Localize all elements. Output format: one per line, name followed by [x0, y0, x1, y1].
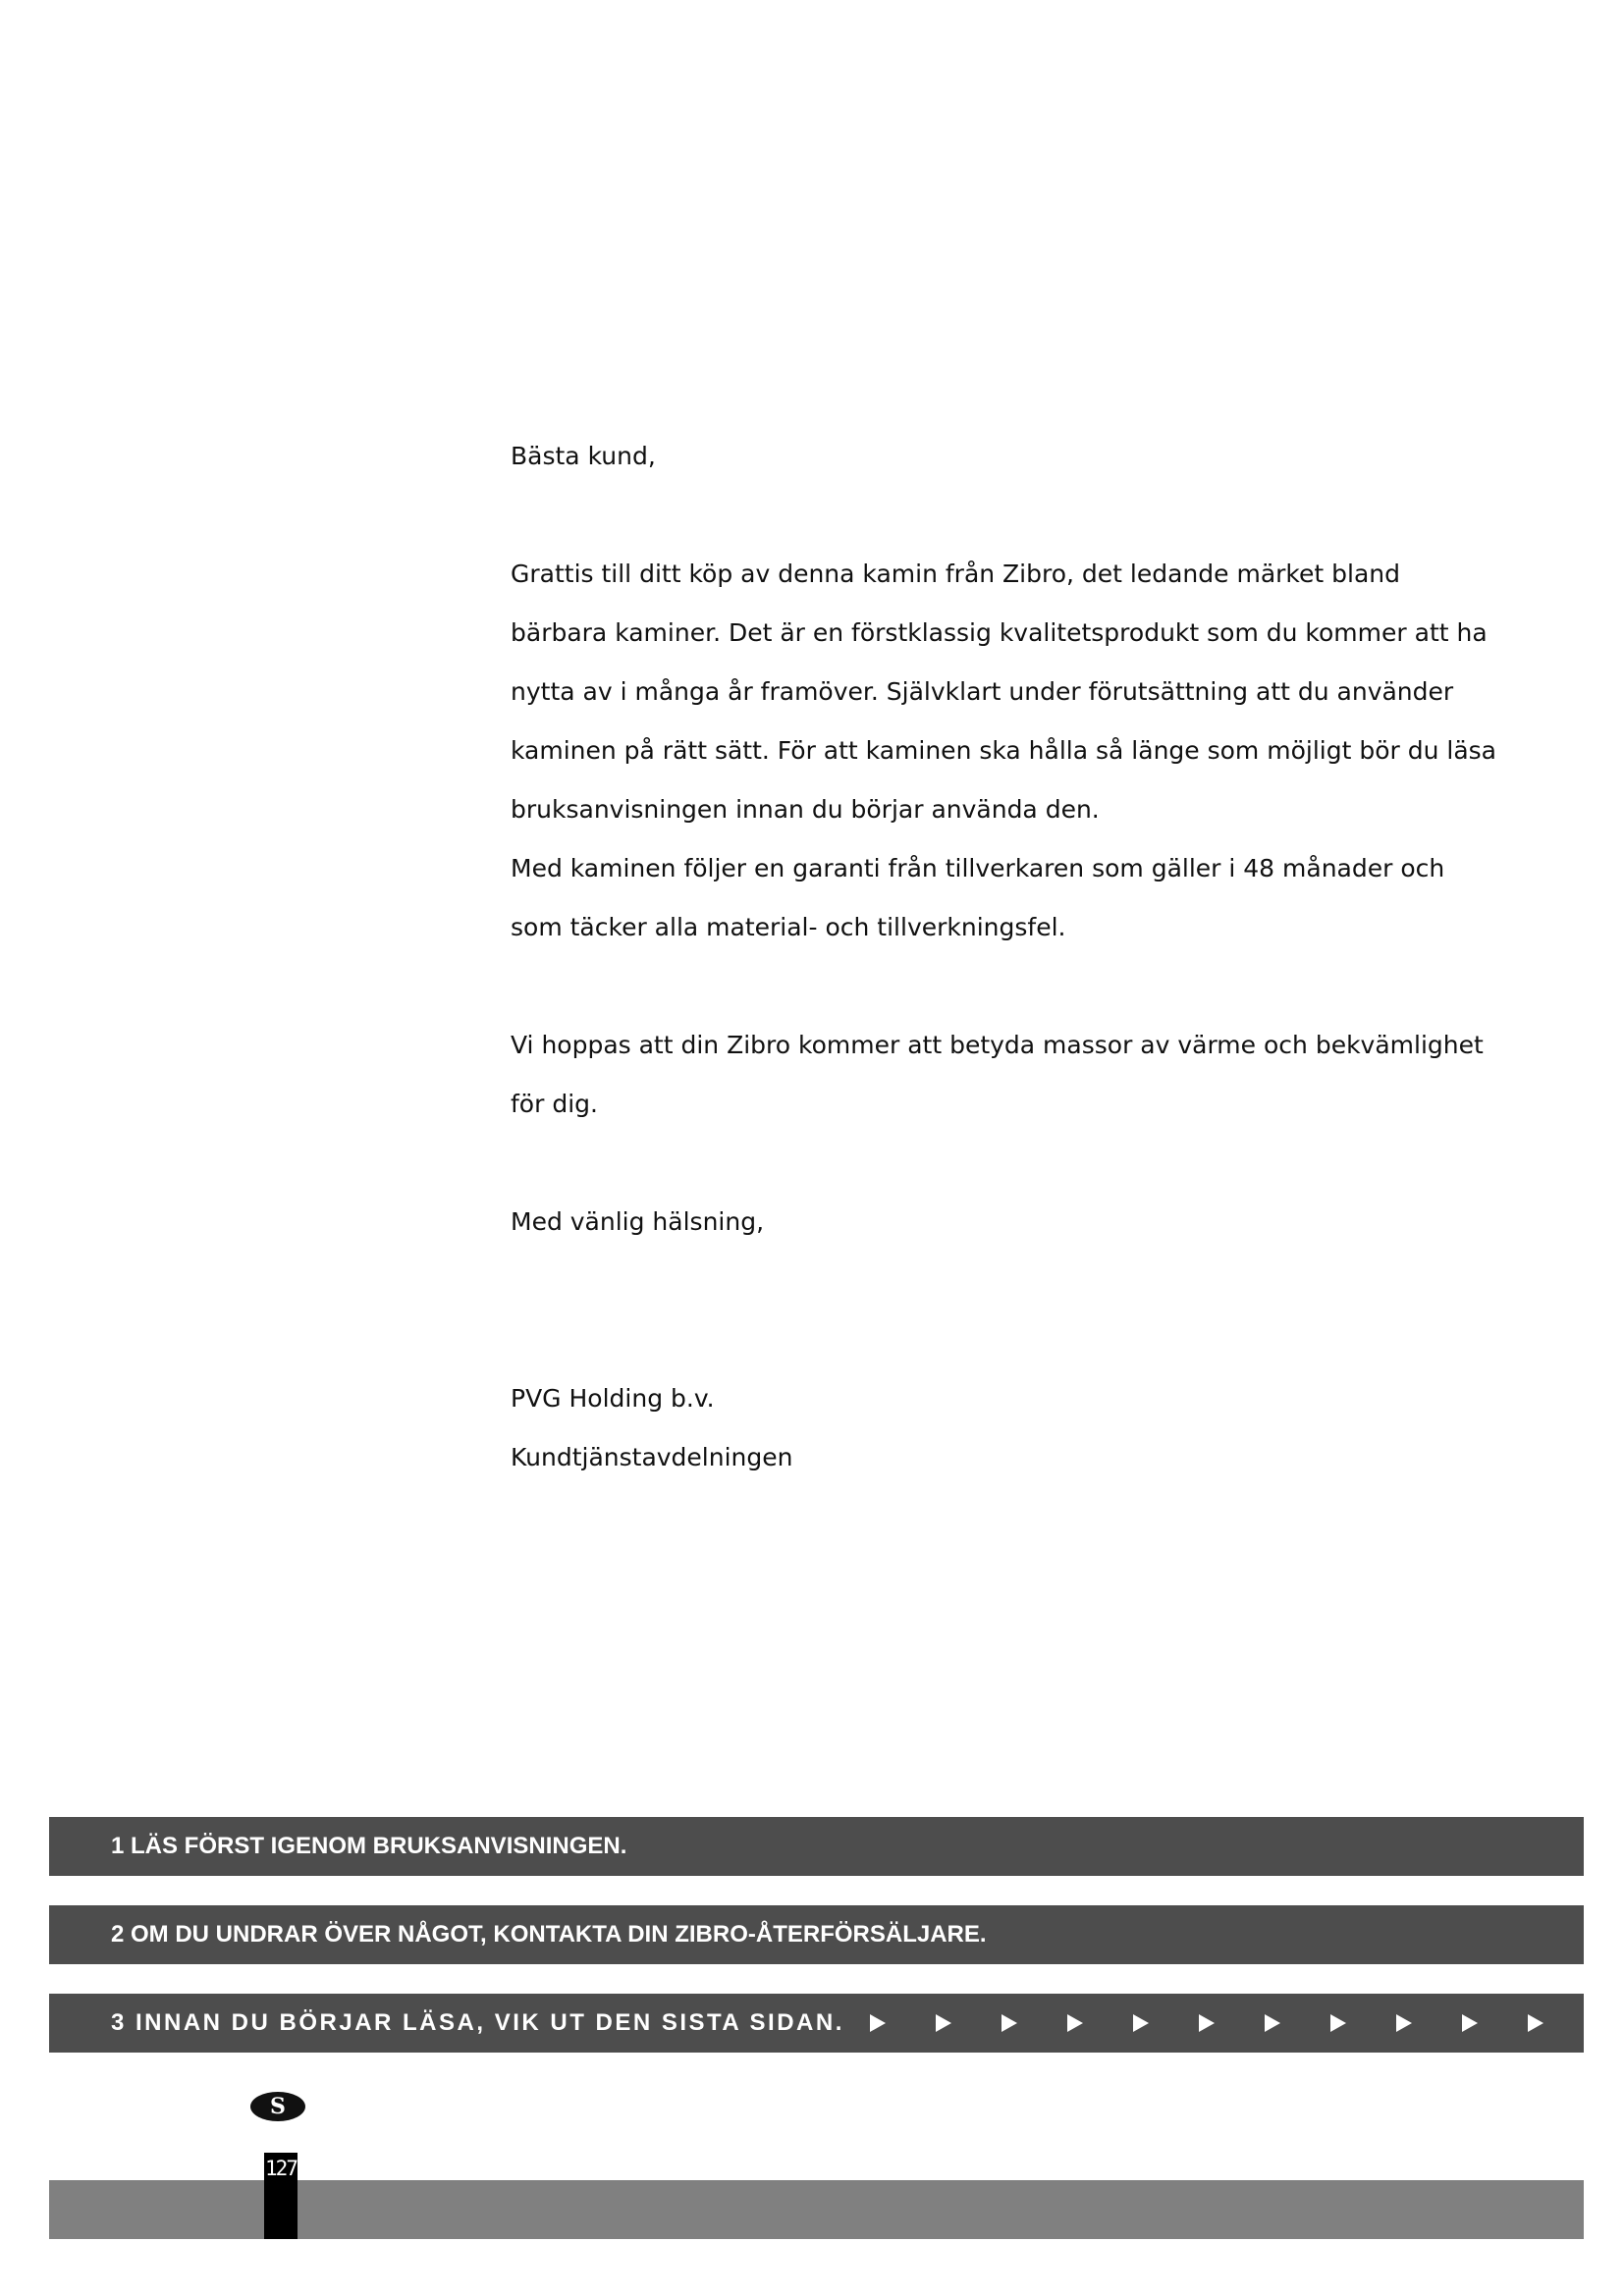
triangle-right-icon — [1528, 2014, 1543, 2032]
page-number-tab — [264, 2153, 298, 2239]
instruction-bar-3 — [49, 1994, 1584, 2053]
instruction-text: 1 LÄS FÖRST IGENOM BRUKSANVISNINGEN. — [111, 1833, 627, 1859]
instruction-bar-2 — [49, 1905, 1584, 1964]
letter-department: Kundtjänstavdelningen — [511, 1443, 793, 1471]
triangle-right-icon — [936, 2014, 951, 2032]
triangle-right-icon — [1199, 2014, 1215, 2032]
triangle-right-icon — [1462, 2014, 1478, 2032]
letter-body-line: som täcker alla material- och tillverkningsfel. — [511, 913, 1066, 941]
triangle-right-icon — [1001, 2014, 1017, 2032]
letter-salutation: Bästa kund, — [511, 442, 656, 470]
letter-sender: PVG Holding b.v. — [511, 1384, 715, 1413]
triangle-right-icon — [1330, 2014, 1346, 2032]
instruction-text: 3 INNAN DU BÖRJAR LÄSA, VIK UT DEN SISTA SIDAN. — [111, 2009, 844, 2036]
letter-closing: Med vänlig hälsning, — [511, 1207, 765, 1236]
letter-body-line: bruksanvisningen innan du börjar använda den. — [511, 795, 1100, 824]
letter-body-line: Vi hoppas att din Zibro kommer att betyda massor av värme och bekvämlighet — [511, 1031, 1484, 1059]
triangle-right-icon — [870, 2014, 886, 2032]
letter-body-line: för dig. — [511, 1090, 598, 1118]
instruction-text: 2 OM DU UNDRAR ÖVER NÅGOT, KONTAKTA DIN ZIBRO-ÅTERFÖRSÄLJARE. — [111, 1921, 987, 1948]
page-number: 127 — [265, 2157, 297, 2180]
language-badge: S — [250, 2092, 305, 2121]
instruction-bar-1 — [49, 1817, 1584, 1876]
triangle-right-icon — [1067, 2014, 1083, 2032]
letter-body-line: kaminen på rätt sätt. För att kaminen ska hålla så länge som möjligt bör du läsa — [511, 736, 1496, 765]
triangle-right-icon — [1396, 2014, 1412, 2032]
letter-body-line: bärbara kaminer. Det är en förstklassig kvalitetsprodukt som du kommer att ha — [511, 618, 1488, 647]
triangle-right-icon — [1265, 2014, 1280, 2032]
letter-body-line: nytta av i många år framöver. Självklart under förutsättning att du använder — [511, 677, 1454, 706]
letter-body-line: Grattis till ditt köp av denna kamin från Zibro, det ledande märket bland — [511, 560, 1400, 588]
triangle-right-icon — [1133, 2014, 1149, 2032]
letter-body-line: Med kaminen följer en garanti från tillverkaren som gäller i 48 månader och — [511, 854, 1445, 882]
arrow-row — [49, 1994, 1584, 2053]
